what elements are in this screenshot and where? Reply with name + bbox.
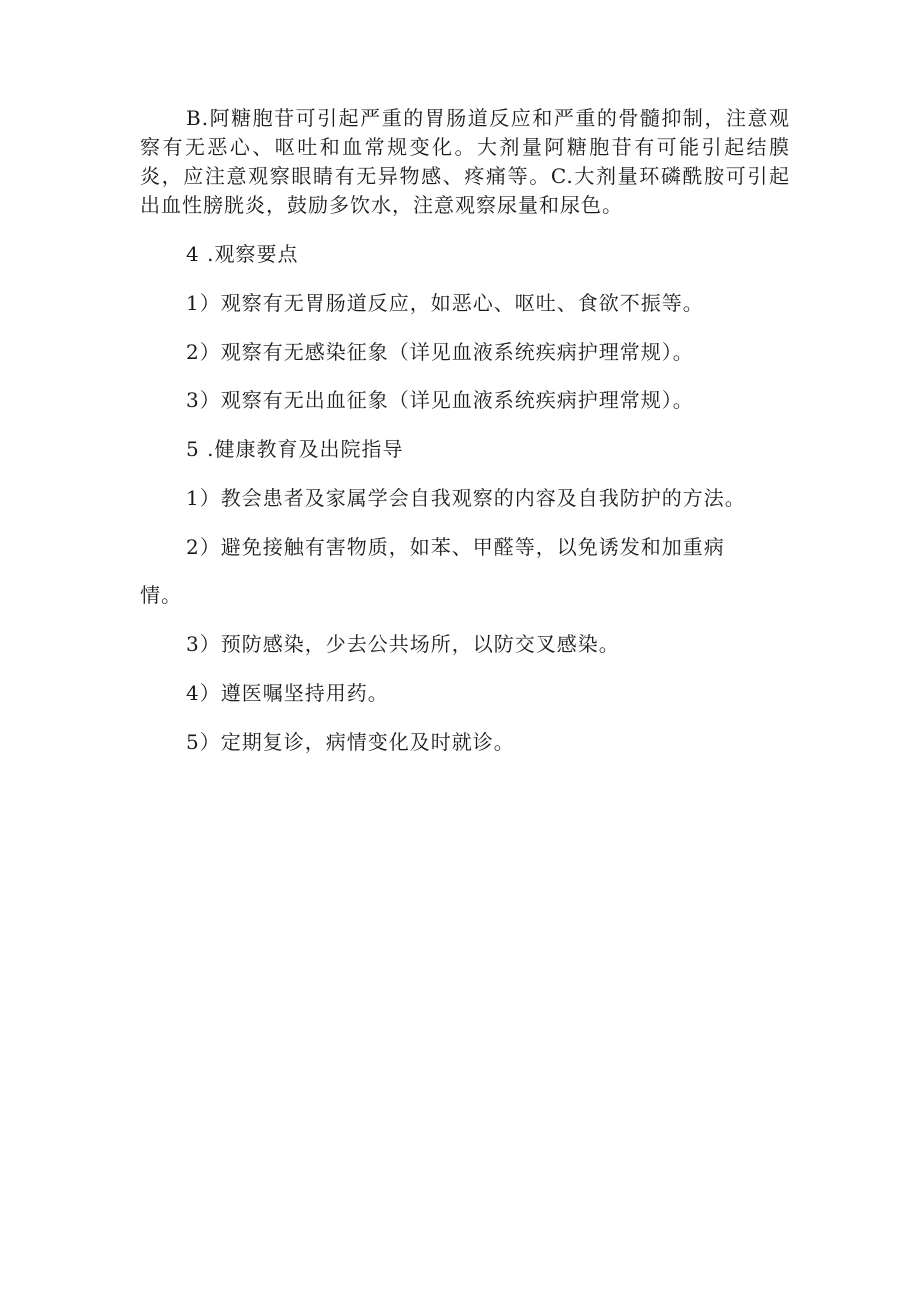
observation-item-3: 3）观察有无出血征象（详见血液系统疾病护理常规）。 bbox=[186, 388, 694, 412]
section-heading-observation-points: 4 .观察要点 bbox=[186, 242, 299, 266]
education-item-2-line-2: 情。 bbox=[140, 583, 182, 607]
observation-item-1: 1）观察有无胃肠道反应，如恶心、呕吐、食欲不振等。 bbox=[186, 291, 704, 315]
observation-item-2: 2）观察有无感染征象（详见血液系统疾病护理常规）。 bbox=[186, 340, 694, 364]
education-item-3: 3）预防感染，少去公共场所，以防交叉感染。 bbox=[186, 632, 620, 656]
education-item-2-line-1: 2）避免接触有害物质，如苯、甲醛等，以免诱发和加重病 bbox=[186, 535, 725, 559]
education-item-5: 5）定期复诊，病情变化及时就诊。 bbox=[186, 730, 515, 754]
education-item-1: 1）教会患者及家属学会自我观察的内容及自我防护的方法。 bbox=[186, 486, 746, 510]
education-item-4: 4）遵医嘱坚持用药。 bbox=[186, 681, 389, 705]
section-heading-health-education: 5 .健康教育及出院指导 bbox=[186, 437, 404, 461]
paragraph-drug-side-effects: B.阿糖胞苷可引起严重的胃肠道反应和严重的骨髓抑制，注意观察有无恶心、呕吐和血常规变化。大剂量阿糖胞苷有可能引起结膜炎，应注意观察眼睛有无异物感、疼痛等。C.大剂量环磷酰胺可引起出血性膀胱炎，鼓励多饮水，注意观察尿量和尿色。 bbox=[140, 106, 790, 217]
